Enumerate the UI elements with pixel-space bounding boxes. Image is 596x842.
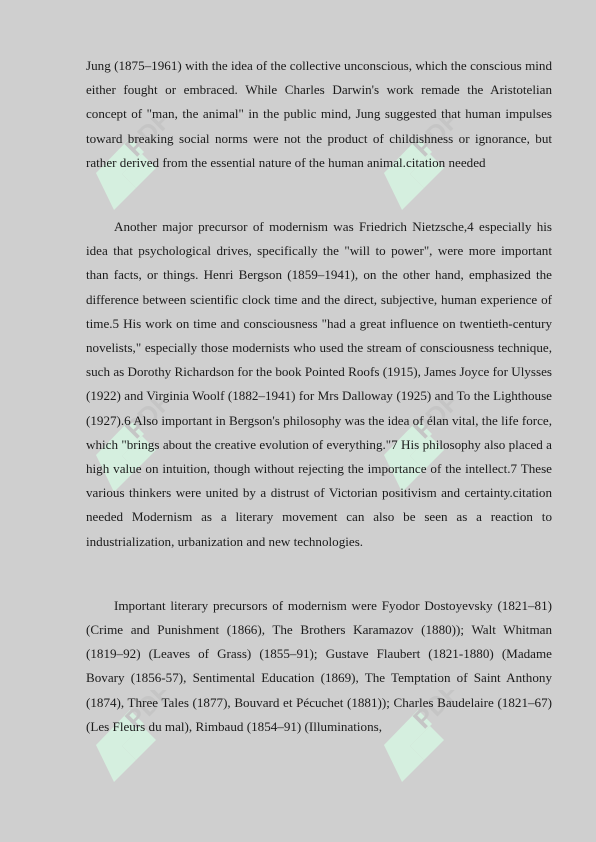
svg-text:PDF: PDF xyxy=(407,400,466,445)
svg-text:PDF: PDF xyxy=(407,690,466,735)
document-body xyxy=(86,54,552,739)
svg-text:PDF: PDF xyxy=(119,690,178,735)
svg-text:PDF: PDF xyxy=(119,118,178,163)
svg-text:PDF: PDF xyxy=(119,400,178,445)
paragraph-literary-precursors: Important literary precursors of modernism were Fyodor Dostoyevsky (1821–81) (Crime and Punishment (1866), The Brothers Karamazov (1880)); Walt Whitman (1819–92) (Leaves of Grass) (1855–91); Gustave Flaubert (1821-1880) (Madame Bovary (1856-57), Sentimental Education (1869), The Temptation of Saint Anthony (1874), Three Tales (1877), Bouvard et Pécuchet (1881)); Charles Baudelaire (1821–67) (Les Fleurs du mal), Rimbaud (1854–91) (Illuminations, xyxy=(86,597,552,734)
svg-text:PDF: PDF xyxy=(407,118,466,163)
paragraph-jung: Jung (1875–1961) with the idea of the collective unconscious, which the conscious mind either fought or embraced. While Charles Darwin's work remade the Aristotelian concept of "man, the animal" in the public mind, Jung suggested that human impulses toward breaking social norms were not the product of childishness or ignorance, but rather derived from the essential nature of the human animal.citation needed xyxy=(86,58,552,170)
paragraph-nietzsche-bergson: Another major precursor of modernism was Friedrich Nietzsche,4 especially his idea that psychological drives, specifically the "will to power", were more important than facts, or things. Henri Bergson (1859–1941), on the other hand, emphasized the difference between scientific clock time and the direct, subjective, human experience of time.5 His work on time and consciousness "had a great influence on twentieth-century novelists," especially those modernists who used the stream of consciousness technique, such as Dorothy Richardson for the book Pointed Roofs (1915), James Joyce for Ulysses (1922) and Virginia Woolf (1882–1941) for Mrs Dalloway (1925) and To the Lighthouse (1927).6 Also important in Bergson's philosophy was the idea of élan vital, the life force, which "brings about the creative evolution of everything."7 His philosophy also placed a high value on intuition, though without rejecting the importance of the intellect.7 These various thinkers were united by a distrust of Victorian positivism and certainty.citation needed Modernism as a literary movement can also be seen as a reaction to industrialization, urbanization and new technologies. xyxy=(86,219,552,549)
